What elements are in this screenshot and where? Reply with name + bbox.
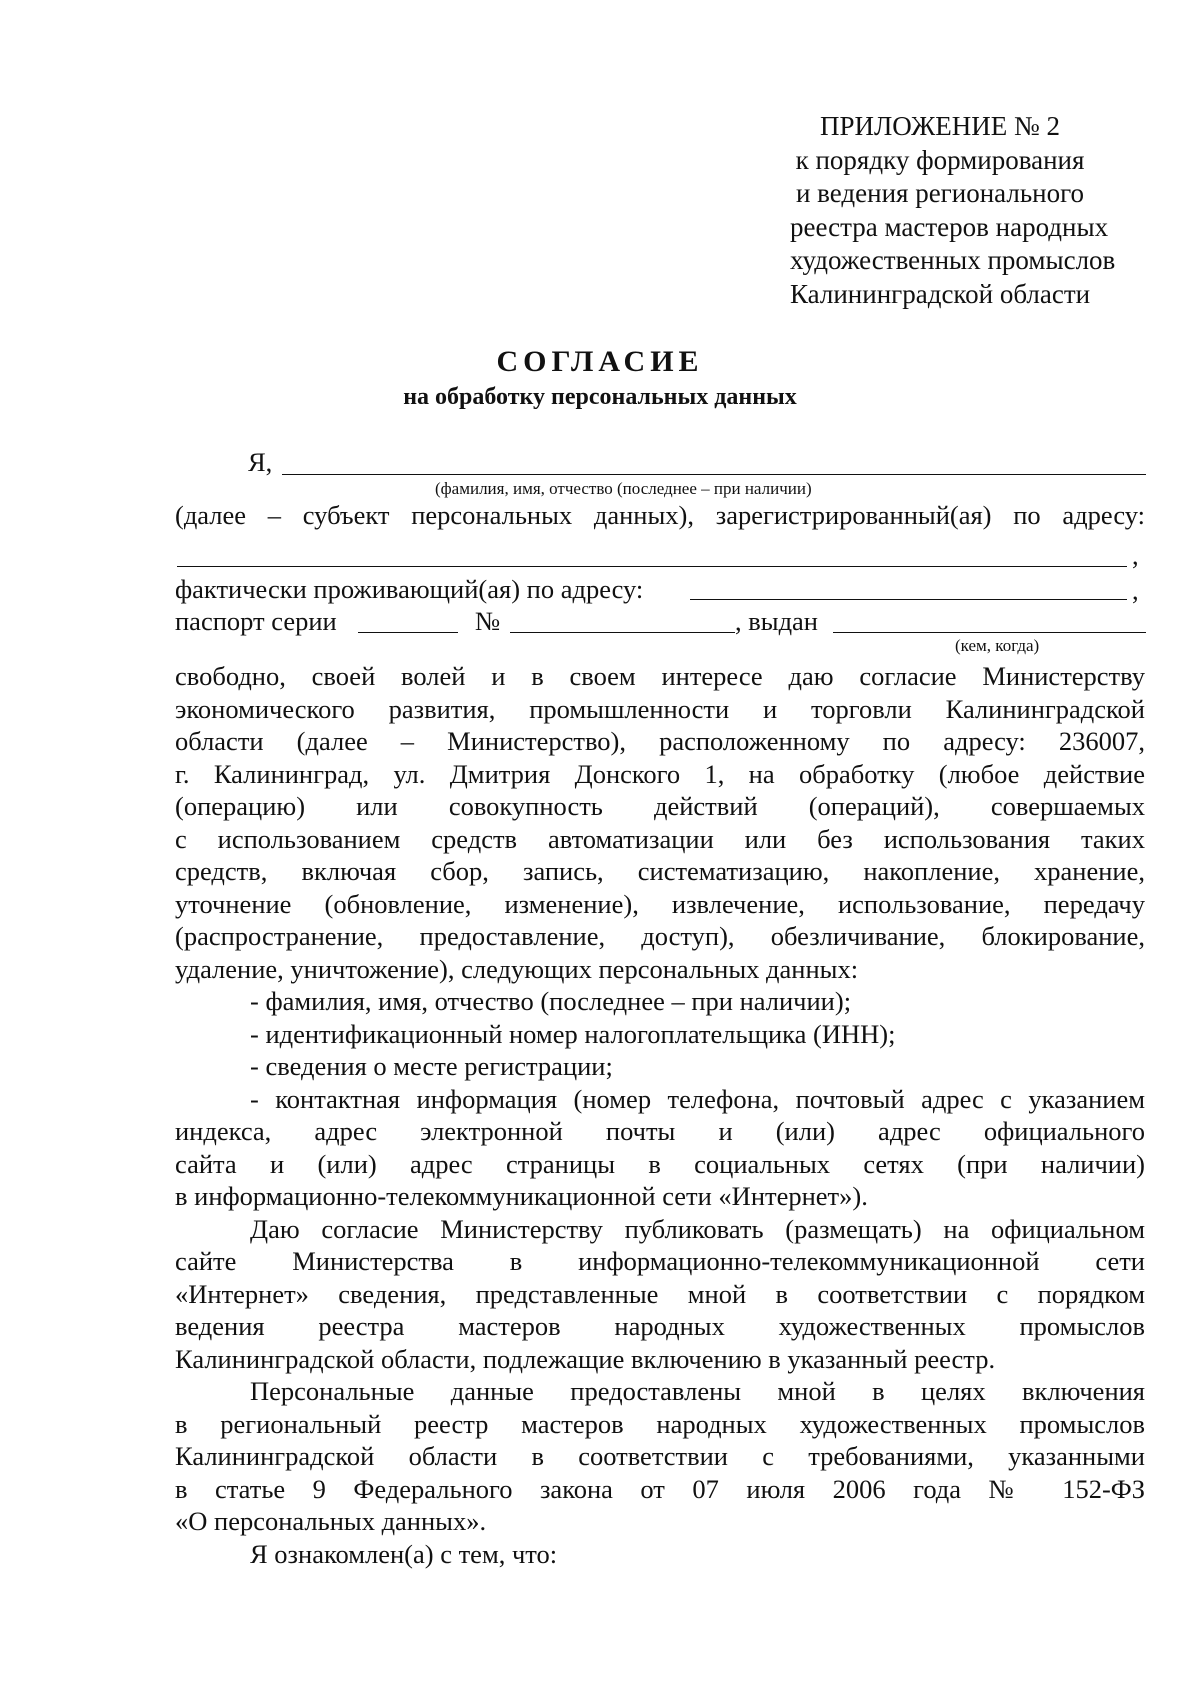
list-item: - фамилия, имя, отчество (последнее – при наличии); — [250, 986, 852, 1016]
number-sign: № — [475, 606, 501, 636]
list-item: - сведения о месте регистрации; — [250, 1051, 613, 1081]
text-line: удаление, уничтожение), следующих персональных данных: — [175, 953, 859, 984]
issued-label: , выдан — [735, 606, 818, 636]
fio-field[interactable] — [282, 474, 1146, 475]
text-line: сайта и (или) адрес страницы в социальных сетях (при наличии) — [175, 1148, 1145, 1179]
comma: , — [1132, 575, 1139, 605]
text-line: Калининградской области в соответствии с требованиями, указанными — [175, 1441, 1145, 1471]
appendix-line: художественных промыслов — [790, 245, 1116, 275]
text-line: в информационно-телекоммуникационной сети «Интернет»). — [175, 1181, 868, 1211]
registration-address-field[interactable] — [177, 566, 1127, 567]
passport-series-field[interactable] — [358, 632, 458, 633]
text-line: ведения реестра мастеров народных художественных промыслов — [175, 1311, 1145, 1341]
appendix-header — [790, 110, 1116, 311]
issued-by-field[interactable] — [833, 632, 1146, 633]
issued-hint: (кем, когда) — [955, 636, 1040, 655]
text-line: уточнение (обновление, изменение), извлечение, использование, передачу — [175, 888, 1145, 919]
text-line: индекса, адрес электронной почты и (или) адрес официального — [175, 1116, 1145, 1146]
actual-address-field[interactable] — [690, 599, 1127, 600]
text-line: в статье 9 Федерального закона от 07 июля 2006 года № 152-ФЗ — [175, 1473, 1145, 1504]
text-line: (операцию) или совокупность действий (операций), совершаемых — [175, 791, 1145, 821]
list-item: - контактная информация (номер телефона, почтовый адрес с указанием — [250, 1083, 1145, 1114]
appendix-line: ПРИЛОЖЕНИЕ № 2 — [819, 111, 1061, 141]
text-line: в региональный реестр мастеров народных художественных промыслов — [175, 1408, 1145, 1439]
comma: , — [1132, 540, 1139, 570]
text-line: (распространение, предоставление, доступ), обезличивание, блокирование, — [175, 921, 1145, 951]
text-line: области (далее – Министерство), расположенному по адресу: 236007, — [175, 726, 1145, 756]
list-item: - идентификационный номер налогоплательщика (ИНН); — [250, 1018, 896, 1049]
subject-line: (далее – субъект персональных данных), зарегистрированный(ая) по адресу: — [175, 500, 1145, 530]
text-line: Я ознакомлен(а) с тем, что: — [250, 1538, 558, 1569]
appendix-line: Калининградской области — [790, 278, 1091, 309]
document-title: СОГЛАСИЕ — [496, 345, 704, 378]
appendix-line: реестра мастеров народных — [790, 211, 1109, 242]
consent-paragraph — [175, 660, 1145, 1570]
ya-label: Я, — [248, 447, 273, 477]
fio-hint: (фамилия, имя, отчество (последнее – при наличии) — [435, 479, 812, 498]
text-line: с использованием средств автоматизации или без использования таких — [175, 823, 1145, 854]
passport-series-label: паспорт серии — [175, 606, 337, 636]
text-line: сайте Министерства в информационно-телекоммуникационной сети — [175, 1246, 1145, 1276]
text-line: Калининградской области, подлежащие включению в указанный реестр. — [175, 1343, 996, 1374]
text-line: «Интернет» сведения, представленные мной в соответствии с порядком — [175, 1278, 1145, 1309]
passport-number-field[interactable] — [510, 632, 735, 633]
text-line: Даю согласие Министерству публиковать (размещать) на официальном — [250, 1213, 1145, 1244]
text-line: г. Калининград, ул. Дмитрия Донского 1, на обработку (любое действие — [175, 758, 1145, 789]
text-line: свободно, своей волей и в своем интересе даю согласие Министерству — [175, 661, 1145, 691]
actual-address-label: фактически проживающий(ая) по адресу: — [175, 574, 644, 604]
text-line: средств, включая сбор, запись, систематизацию, накопление, хранение, — [175, 856, 1145, 886]
text-line: экономического развития, промышленности и торговли Калининградской — [175, 693, 1145, 724]
document-subtitle: на обработку персональных данных — [403, 384, 797, 410]
appendix-line: и ведения регионального — [795, 178, 1085, 208]
appendix-line: к порядку формирования — [795, 144, 1085, 175]
text-line: Персональные данные предоставлены мной в целях включения — [250, 1376, 1145, 1406]
text-line: «О персональных данных». — [175, 1506, 487, 1536]
